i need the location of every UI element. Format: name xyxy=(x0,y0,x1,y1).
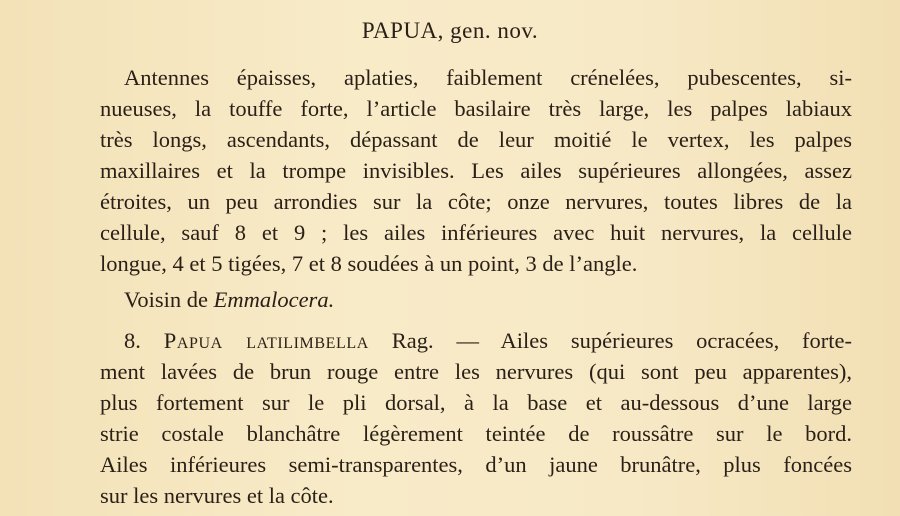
affinity-genus: Emmalocera. xyxy=(213,287,335,312)
species-number: 8. xyxy=(124,328,141,353)
description-line: cellule, sauf 8 et 9 ; les ailes inférieures avec huit nervures, la cellule xyxy=(100,220,852,245)
species-line: strie costale blanchâtre légèrement teintée de roussâtre sur le bord. xyxy=(100,421,852,446)
species-line xyxy=(100,325,852,356)
description-line: étroites, un peu arrondies sur la côte; onze nervures, toutes libres de la xyxy=(100,189,852,214)
description-line: maxillaires et la trompe invisibles. Les ailes supérieures allongées, assez xyxy=(100,158,852,183)
genus-heading: PAPUA, gen. nov. xyxy=(361,18,539,43)
affinity-line xyxy=(100,284,852,315)
affinity-prefix: Voisin de xyxy=(124,287,208,312)
species-line: plus fortement sur le pli dorsal, à la base et au-dessous d’une large xyxy=(100,390,852,415)
species-line: Ailes inférieures semi-transparentes, d’un jaune brunâtre, plus foncées xyxy=(100,452,852,477)
description-line: nueuses, la touffe forte, l’article basilaire très large, les palpes labiaux xyxy=(100,96,852,121)
description-line: très longs, ascendants, dépassant de leur moitié le vertex, les palpes xyxy=(100,127,852,152)
species-line-rest: — Ailes supérieures ocracées, forte- xyxy=(456,328,852,353)
species-name: Papua latilimbella xyxy=(163,328,369,353)
affinity-note xyxy=(100,284,852,315)
genus-description xyxy=(100,62,852,279)
description-line: longue, 4 et 5 tigées, 7 et 8 soudées à un point, 3 de l’angle. xyxy=(100,251,638,276)
species-line: ment lavées de brun rouge entre les nervures (qui sont peu apparentes), xyxy=(100,359,852,384)
species-line: sur les nervures et la côte. xyxy=(100,483,334,508)
description-line: Antennes épaisses, aplaties, faiblement crénelées, pubescentes, si- xyxy=(124,65,852,90)
species-description xyxy=(100,325,852,511)
species-author: Rag. xyxy=(391,328,434,353)
